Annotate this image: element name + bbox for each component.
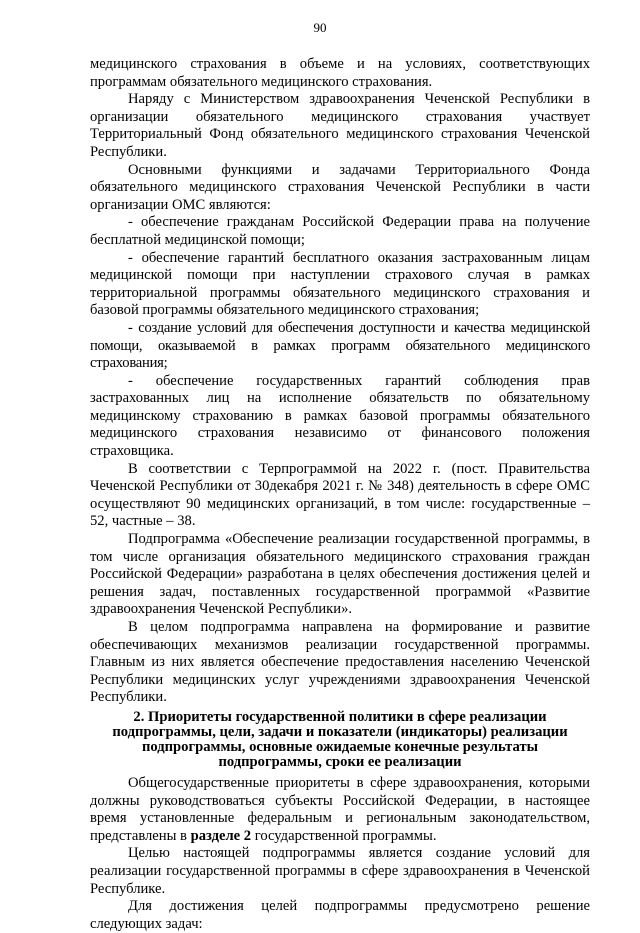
list-item: - создание условий для обеспечения доступности и качества медицинской помощи, оказываемой в рамках программ обязательного медицинского страхования;: [90, 319, 590, 372]
section-heading-line: подпрограммы, сроки ее реализации: [218, 753, 462, 770]
section-reference: разделе 2: [190, 827, 252, 844]
paragraph: Для достижения целей подпрограммы предусмотрено решение следующих задач:: [90, 898, 590, 932]
section-heading: [90, 710, 590, 770]
list-item: - обеспечение гражданам Российской Федерации права на получение бесплатной медицинской помощи;: [90, 214, 590, 248]
section-heading-line: подпрограммы, основные ожидаемые конечные результаты: [141, 738, 539, 755]
paragraph-priorities: [90, 775, 590, 845]
priorities-text-end: государственной программы.: [251, 827, 437, 844]
list-item: - обеспечение государственных гарантий соблюдения прав застрахованных лиц на исполнение обязательств по обязательному медицинскому страхованию в рамках базовой программы обязательного медицинского страхования независимо от финансового положения страховщика.: [90, 372, 590, 460]
paragraph: Подпрограмма «Обеспечение реализации государственной программы, в том числе организация обязательного медицинского страхования граждан Российской Федерации» разработана в целях обеспечения достижения целей и решения задач, поставленных государственной программой «Развитие здравоохранения Чеченской Республики».: [90, 531, 590, 618]
paragraph: медицинского страхования в объеме и на условиях, соответствующих программам обязательного медицинского страхования.: [90, 56, 590, 90]
section-heading-line: 2. Приоритеты государственной политики в сфере реализации: [133, 708, 547, 725]
list-item: - обеспечение гарантий бесплатного оказания застрахованным лицам медицинской помощи при наступлении страхового случая в рамках территориальной программы обязательного медицинского страхования и базовой программы обязательного медицинского страхования;: [90, 249, 590, 319]
paragraph: Целью настоящей подпрограммы является создание условий для реализации государственной программы в сфере здравоохранения в Чеченской Республике.: [90, 845, 590, 897]
section-heading-line: подпрограммы, цели, задачи и показатели (индикаторы) реализации: [112, 723, 568, 740]
paragraph: В целом подпрограмма направлена на формирование и развитие обеспечивающих механизмов реализации государственной программы. Главным из них является обеспечение предоставления населению Чеченской Республики медицинских услуг учреждениями здравоохранения Чеченской Республики.: [90, 619, 590, 706]
priorities-text: Общегосударственные приоритеты в сфере здравоохранения, которыми должны руководствоваться субъекты Российской Федерации, в настоящее время установленные федеральным и региональным законодательством, представлены в: [90, 774, 590, 844]
paragraph: Основными функциями и задачами Территориального Фонда обязательного медицинского страхования Чеченской Республики в части организации ОМС являются:: [90, 161, 590, 213]
paragraph: Наряду с Министерством здравоохранения Чеченской Республики в организации обязательного медицинского страхования участвует Территориальный Фонд обязательного медицинского страхования Чеченской Республики.: [90, 91, 590, 160]
document-body: [90, 56, 590, 933]
page-number: 90: [313, 20, 327, 35]
paragraph: В соответствии с Терпрограммой на 2022 г. (пост. Правительства Чеченской Республики от 30декабря 2021 г. № 348) деятельность в сфере ОМС осуществляют 90 медицинских организаций, в том числе: государственные – 52, частные – 38.: [90, 460, 590, 530]
